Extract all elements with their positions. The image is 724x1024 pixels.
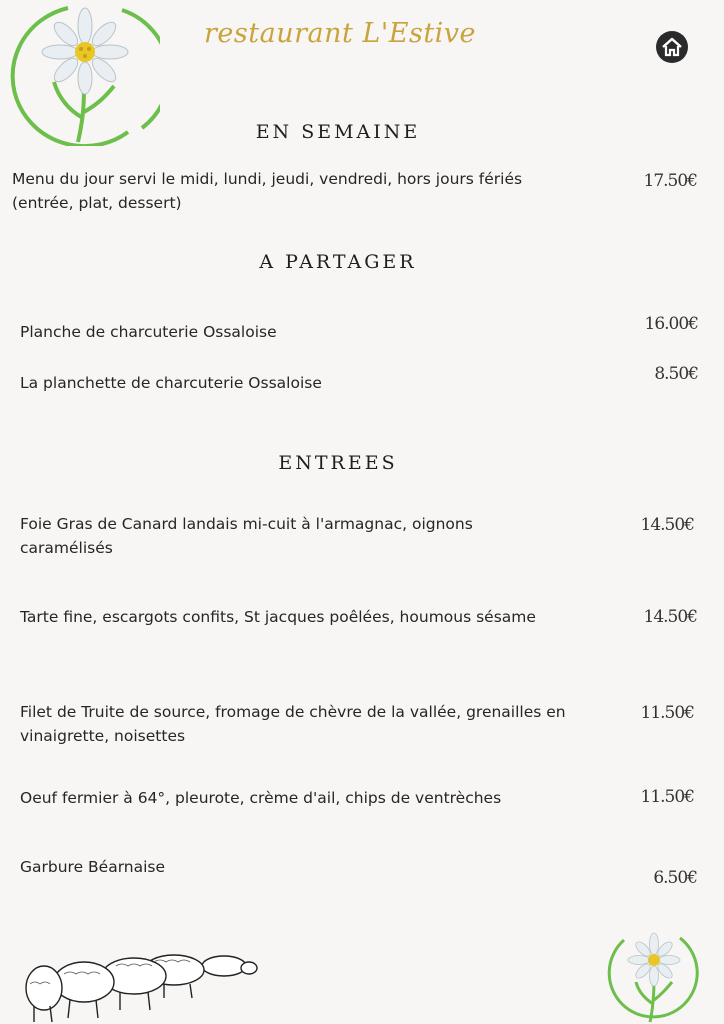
sheep-illustration [24,944,264,1024]
menu-item-price: 11.50€ [640,703,694,723]
menu-item-name: Filet de Truite de source, fromage de chèvre de la vallée, grenailles en vinaigrette, noisettes [20,703,566,745]
menu-item-name: Garbure Béarnaise [20,858,166,876]
menu-item-name: Oeuf fermier à 64°, pleurote, crème d'ail, chips de ventrèches [20,789,502,807]
menu-item-price: 14.50€ [640,515,694,535]
section-title-en-semaine: EN SEMAINE [255,121,421,143]
edelweiss-logo-small [604,926,700,1024]
menu-item-price: 8.50€ [654,364,698,384]
restaurant-name: restaurant L'Estive [204,18,477,49]
menu-item-price: 11.50€ [640,787,694,807]
menu-item-price: 14.50€ [643,607,697,627]
menu-item-price: 17.50€ [643,171,697,191]
home-icon [656,31,688,63]
section-title-entrees: ENTREES [278,452,398,474]
menu-item-price: 6.50€ [653,868,697,888]
section-title-a-partager: A PARTAGER [259,251,417,273]
menu-item-name: Planche de charcuterie Ossaloise [20,323,277,341]
menu-item-price: 16.00€ [644,314,698,334]
menu-item-name: La planchette de charcuterie Ossaloise [20,374,322,392]
menu-item-name: Menu du jour servi le midi, lundi, jeudi, vendredi, hors jours fériés (entrée, plat, dessert) [12,170,523,212]
menu-item-name: Foie Gras de Canard landais mi-cuit à l'armagnac, oignons caramélisés [20,515,473,557]
menu-item-name: Tarte fine, escargots confits, St jacques poêlées, houmous sésame [20,608,536,626]
home-button[interactable] [656,31,688,63]
